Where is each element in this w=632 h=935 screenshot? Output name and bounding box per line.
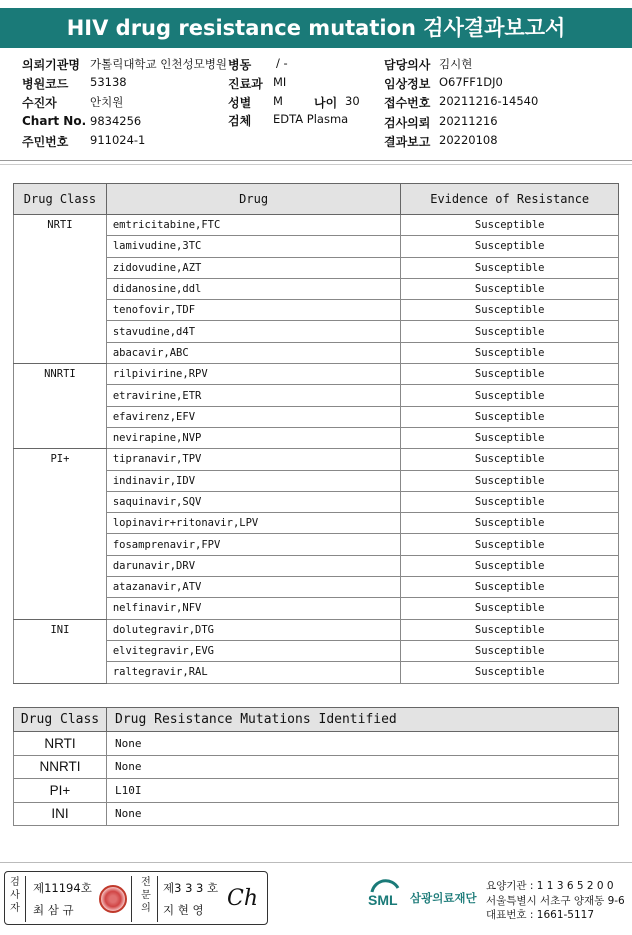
drug-class-cell: NRTI [14, 732, 107, 756]
doctor-label: 담당의사 [384, 58, 431, 72]
drug-class-cell: NNRTI [14, 364, 107, 449]
table-row [14, 732, 619, 756]
resistance-cell: Susceptible [401, 385, 619, 406]
drug-name-cell: darunavir,DRV [106, 555, 401, 576]
agency-number: 요양기관 : 1 1 3 6 5 2 0 0 [486, 880, 614, 892]
chart-value: 9834256 [90, 114, 142, 128]
address: 서울특별시 서초구 양재동 9-6 [486, 894, 625, 907]
resistance-cell: Susceptible [401, 215, 619, 236]
table-row [14, 779, 619, 803]
drug-name-cell: fosamprenavir,FPV [106, 534, 401, 555]
resistance-cell: Susceptible [401, 406, 619, 427]
patient-info [0, 56, 632, 156]
divider [131, 876, 132, 922]
drug-class-cell: NRTI [14, 215, 107, 364]
mutation-table-body [14, 732, 619, 826]
seal-icon [99, 885, 127, 913]
signature: Ch [227, 886, 259, 911]
drug-class-cell: PI+ [14, 779, 107, 803]
specimen-value: EDTA Plasma [273, 112, 349, 126]
institution-label: 의뢰기관명 [22, 58, 80, 72]
confirmer-name: 지 현 영 [163, 903, 204, 917]
drug-class-cell: INI [14, 619, 107, 683]
report-date-label: 결과보고 [384, 135, 431, 149]
divider [157, 876, 158, 922]
divider [25, 876, 26, 922]
signature-box [4, 871, 268, 925]
receipt-label: 접수번호 [384, 96, 431, 110]
drug-resistance-table [13, 183, 619, 684]
mutation-cell: None [107, 802, 619, 826]
doctor-value: 김시현 [439, 57, 473, 71]
resistance-cell: Susceptible [401, 555, 619, 576]
drug-name-cell: etravirine,ETR [106, 385, 401, 406]
table-row [14, 619, 619, 640]
drug-class-cell: NNRTI [14, 755, 107, 779]
patient-label: 수진자 [22, 96, 57, 110]
specimen-label: 검체 [228, 114, 252, 128]
resistance-cell: Susceptible [401, 513, 619, 534]
drug-name-cell: saquinavir,SQV [106, 491, 401, 512]
divider [0, 862, 632, 863]
table-row [14, 755, 619, 779]
inspector-number: 제11194호 [33, 881, 92, 895]
contact-info [486, 879, 625, 923]
drug-name-cell: elvitegravir,EVG [106, 640, 401, 661]
drug-name-cell: raltegravir,RAL [106, 662, 401, 683]
age-label: 나이 [314, 96, 338, 110]
dept-value: MI [273, 75, 287, 89]
resistance-cell: Susceptible [401, 449, 619, 470]
logo-text: SML [368, 892, 398, 908]
resistance-cell: Susceptible [401, 300, 619, 321]
mutation-cell: L10I [107, 779, 619, 803]
sex-label: 성별 [228, 96, 252, 110]
mutation-cell: None [107, 755, 619, 779]
request-value: 20211216 [439, 114, 498, 128]
column-header: Drug Class [14, 708, 107, 732]
drug-name-cell: stavudine,d4T [106, 321, 401, 342]
confirmer-label: 전문의 [141, 877, 151, 914]
resistance-cell: Susceptible [401, 619, 619, 640]
mutation-table [13, 707, 619, 826]
drug-name-cell: nelfinavir,NFV [106, 598, 401, 619]
dept-label: 진료과 [228, 77, 263, 91]
divider [0, 160, 632, 161]
resistance-cell: Susceptible [401, 577, 619, 598]
resistance-cell: Susceptible [401, 427, 619, 448]
phone: 대표번호 : 1661-5117 [486, 909, 595, 921]
drug-name-cell: dolutegravir,DTG [106, 619, 401, 640]
drug-name-cell: zidovudine,AZT [106, 257, 401, 278]
inspector-label: 검사자 [10, 877, 20, 914]
mutation-cell: None [107, 732, 619, 756]
drug-name-cell: didanosine,ddl [106, 278, 401, 299]
resistance-cell: Susceptible [401, 257, 619, 278]
table-row [14, 449, 619, 470]
drug-name-cell: indinavir,IDV [106, 470, 401, 491]
ward-label: 병동 [228, 58, 252, 72]
clinical-label: 임상정보 [384, 77, 431, 91]
column-header: Evidence of Resistance [401, 184, 619, 215]
drug-name-cell: tenofovir,TDF [106, 300, 401, 321]
drug-class-cell: PI+ [14, 449, 107, 619]
drug-name-cell: abacavir,ABC [106, 342, 401, 363]
receipt-value: 20211216-14540 [439, 94, 539, 108]
drug-table-body [14, 215, 619, 684]
chart-label: Chart No. [22, 114, 87, 128]
drug-name-cell: rilpivirine,RPV [106, 364, 401, 385]
inspector-name: 최 삼 규 [33, 903, 74, 917]
confirmer-number: 제3 3 3 호 [163, 881, 219, 895]
resistance-cell: Susceptible [401, 491, 619, 512]
patient-value: 안치원 [90, 95, 124, 109]
request-label: 검사의뢰 [384, 116, 431, 130]
drug-name-cell: lopinavir+ritonavir,LPV [106, 513, 401, 534]
resistance-cell: Susceptible [401, 321, 619, 342]
institution-value: 가톨릭대학교 인천성모병원 [90, 57, 227, 71]
drug-name-cell: emtricitabine,FTC [106, 215, 401, 236]
sml-logo-icon [366, 878, 404, 916]
report-title: HIV drug resistance mutation 검사결과보고서 [0, 8, 632, 48]
resistance-cell: Susceptible [401, 662, 619, 683]
table-row [14, 364, 619, 385]
drug-name-cell: tipranavir,TPV [106, 449, 401, 470]
report-date-value: 20220108 [439, 133, 498, 147]
hospital-code-value: 53138 [90, 75, 127, 89]
column-header: Drug [106, 184, 401, 215]
resistance-cell: Susceptible [401, 470, 619, 491]
clinical-value: O67FF1DJ0 [439, 75, 503, 89]
age-value: 30 [345, 94, 360, 108]
org-name: 삼광의료재단 [410, 891, 477, 905]
drug-name-cell: atazanavir,ATV [106, 577, 401, 598]
drug-name-cell: lamivudine,3TC [106, 236, 401, 257]
drug-name-cell: nevirapine,NVP [106, 427, 401, 448]
ssn-label: 주민번호 [22, 135, 69, 149]
resistance-cell: Susceptible [401, 342, 619, 363]
resistance-cell: Susceptible [401, 640, 619, 661]
ssn-value: 911024-1 [90, 133, 146, 147]
ward-value: / - [276, 56, 288, 70]
resistance-cell: Susceptible [401, 364, 619, 385]
resistance-cell: Susceptible [401, 236, 619, 257]
drug-name-cell: efavirenz,EFV [106, 406, 401, 427]
resistance-cell: Susceptible [401, 278, 619, 299]
sex-value: M [273, 94, 283, 108]
divider [0, 164, 632, 165]
drug-class-cell: INI [14, 802, 107, 826]
table-row [14, 215, 619, 236]
hospital-code-label: 병원코드 [22, 77, 69, 91]
column-header: Drug Class [14, 184, 107, 215]
table-row [14, 802, 619, 826]
column-header: Drug Resistance Mutations Identified [107, 708, 619, 732]
resistance-cell: Susceptible [401, 534, 619, 555]
resistance-cell: Susceptible [401, 598, 619, 619]
